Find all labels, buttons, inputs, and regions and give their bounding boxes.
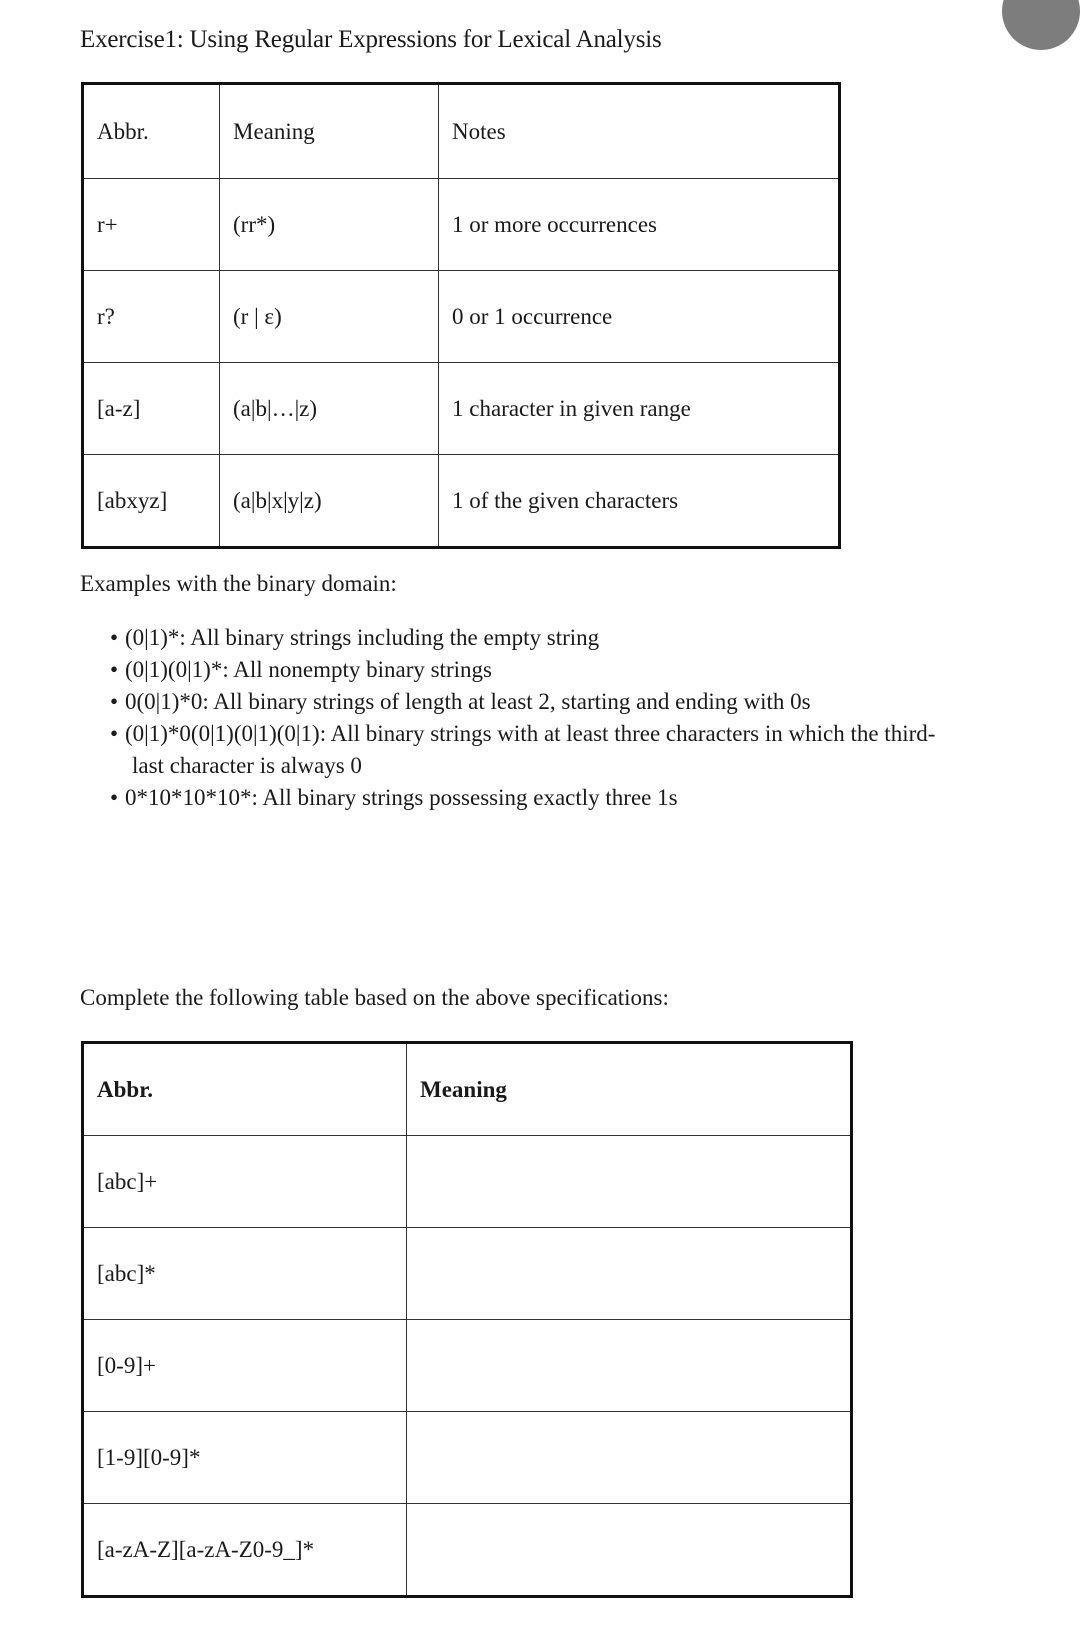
header-abbr: Abbr. — [83, 84, 220, 179]
examples-list — [112, 622, 1012, 814]
example-text: 0*10*10*10*: All binary strings possessing exactly three 1s — [125, 785, 678, 810]
list-item — [112, 718, 1012, 782]
example-text: (0|1)*0(0|1)(0|1)(0|1): All binary strings with at least three characters in which the third- — [125, 721, 936, 746]
meaning-answer-cell[interactable] — [407, 1504, 852, 1597]
notes-cell: 1 or more occurrences — [439, 179, 840, 271]
table-row — [83, 1412, 852, 1504]
task-heading: Complete the following table based on the above specifications: — [80, 985, 669, 1010]
document-title: Exercise1: Using Regular Expressions for Lexical Analysis — [80, 26, 662, 53]
meaning-answer-cell[interactable] — [407, 1412, 852, 1504]
table-row — [83, 363, 840, 455]
header-meaning: Meaning — [407, 1043, 852, 1136]
example-text: (0|1)*: All binary strings including the empty string — [125, 625, 600, 650]
header-abbr: Abbr. — [83, 1043, 407, 1136]
meaning-cell: (a|b|…|z) — [220, 363, 439, 455]
bullet-icon: • — [110, 689, 119, 714]
meaning-answer-cell[interactable] — [407, 1320, 852, 1412]
abbr-cell: [a-zA-Z][a-zA-Z0-9_]* — [83, 1504, 407, 1597]
table-row — [83, 1320, 852, 1412]
notes-cell: 0 or 1 occurrence — [439, 271, 840, 363]
header-notes: Notes — [439, 84, 840, 179]
notes-cell: 1 character in given range — [439, 363, 840, 455]
example-text: (0|1)(0|1)*: All nonempty binary strings — [125, 657, 492, 682]
table-header-row — [83, 1043, 852, 1136]
example-text-continuation: last character is always 0 — [132, 753, 362, 778]
abbr-cell: [0-9]+ — [83, 1320, 407, 1412]
table-row — [83, 1228, 852, 1320]
table-row — [83, 179, 840, 271]
example-text: 0(0|1)*0: All binary strings of length at least 2, starting and ending with 0s — [125, 689, 811, 714]
table-header-row — [83, 84, 840, 179]
bullet-icon: • — [110, 721, 119, 746]
meaning-cell: (r | ε) — [220, 271, 439, 363]
list-item — [112, 654, 1012, 686]
exercise-table — [81, 1041, 853, 1598]
abbr-cell: [a-z] — [83, 363, 220, 455]
table-row — [83, 1504, 852, 1597]
meaning-cell: (a|b|x|y|z) — [220, 455, 439, 548]
bullet-icon: • — [110, 657, 119, 682]
notes-cell: 1 of the given characters — [439, 455, 840, 548]
abbr-cell: [abc]+ — [83, 1136, 407, 1228]
list-item — [112, 782, 1012, 814]
abbr-cell: [1-9][0-9]* — [83, 1412, 407, 1504]
list-item — [112, 622, 1012, 654]
meaning-answer-cell[interactable] — [407, 1136, 852, 1228]
meaning-answer-cell[interactable] — [407, 1228, 852, 1320]
corner-circle-button[interactable] — [1002, 0, 1080, 50]
abbreviation-table — [81, 82, 841, 549]
abbr-cell: r? — [83, 271, 220, 363]
bullet-icon: • — [110, 625, 119, 650]
header-meaning: Meaning — [220, 84, 439, 179]
abbr-cell: [abc]* — [83, 1228, 407, 1320]
examples-heading: Examples with the binary domain: — [80, 571, 397, 596]
meaning-cell: (rr*) — [220, 179, 439, 271]
table-row — [83, 271, 840, 363]
abbr-cell: r+ — [83, 179, 220, 271]
bullet-icon: • — [110, 785, 119, 810]
table-row — [83, 1136, 852, 1228]
abbr-cell: [abxyz] — [83, 455, 220, 548]
table-row — [83, 455, 840, 548]
list-item — [112, 686, 1012, 718]
